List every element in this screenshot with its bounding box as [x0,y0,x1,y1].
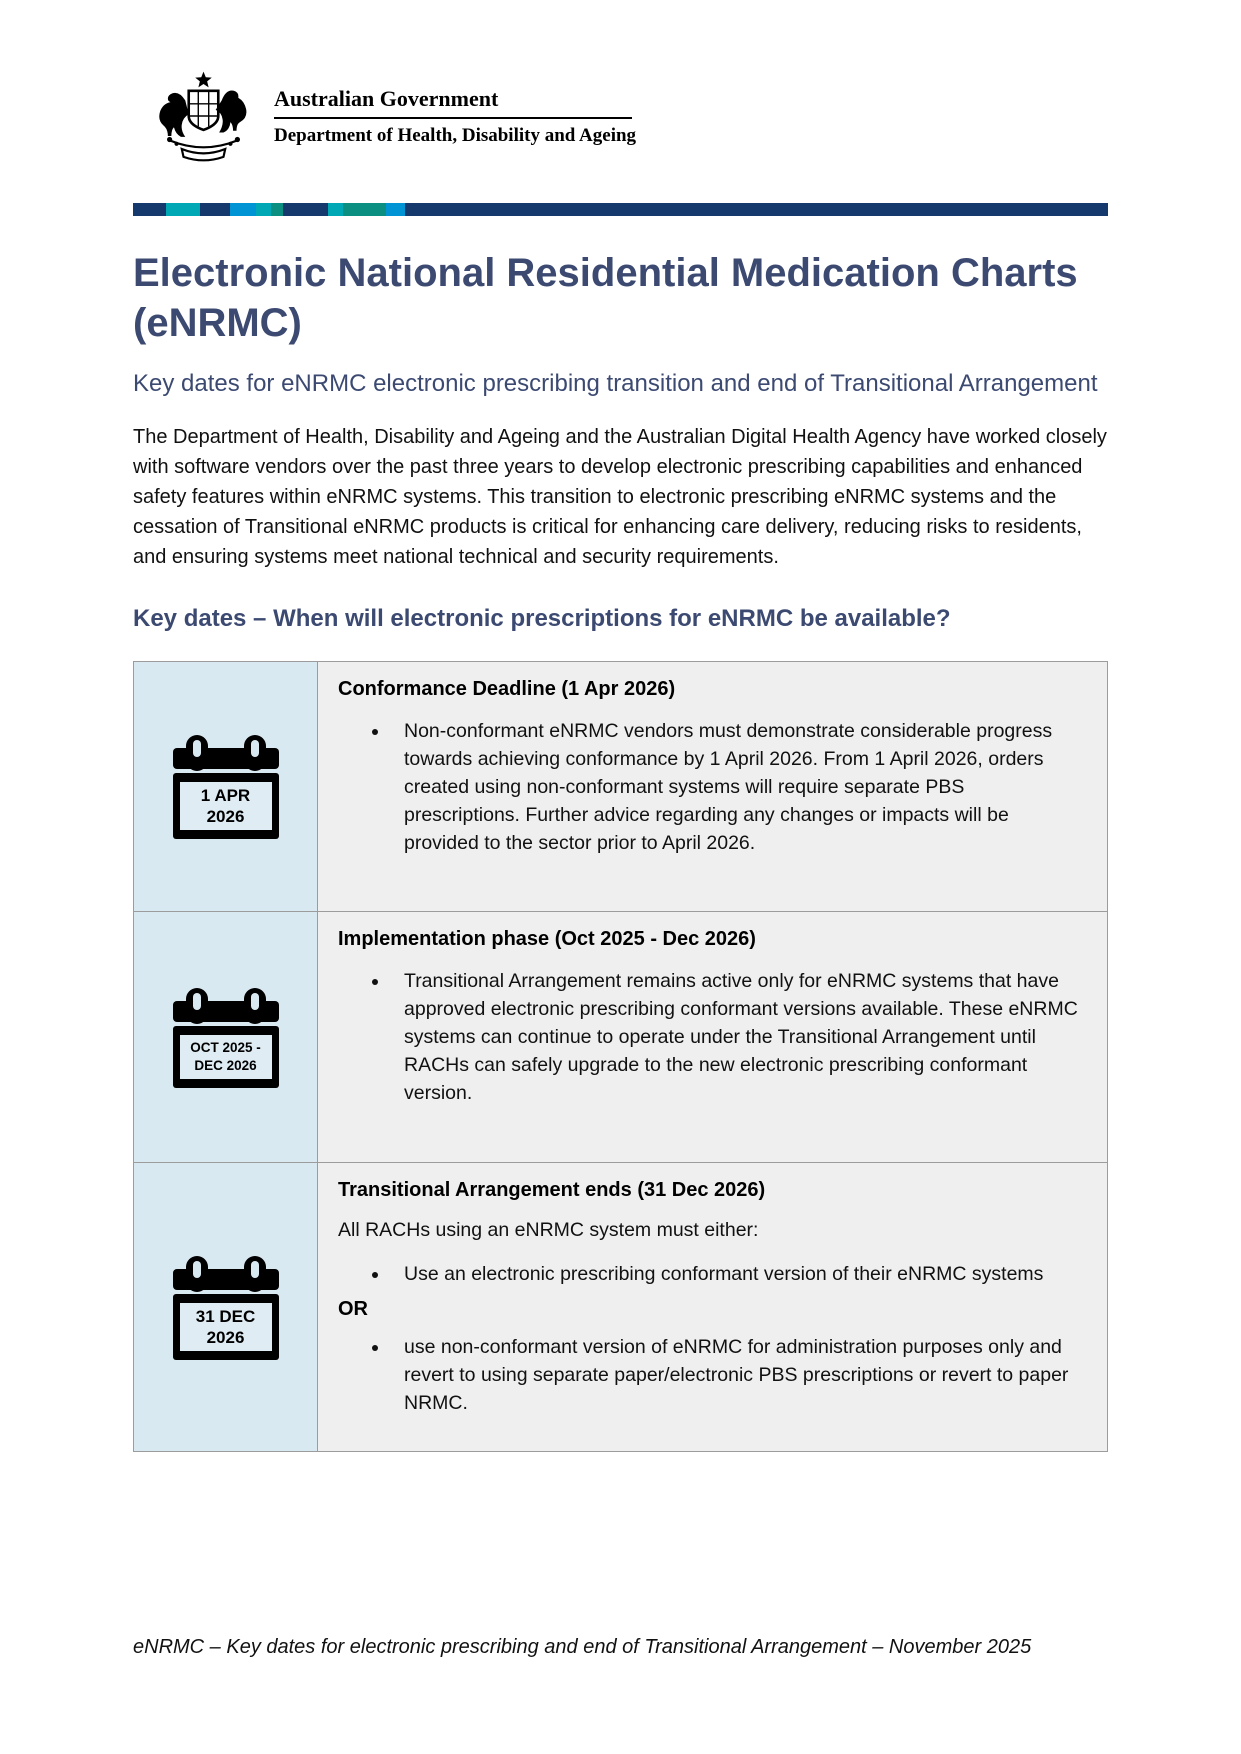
content-cell [318,1163,1108,1452]
calendar-date: 1 APR 2026 [180,782,272,830]
calendar-ring-icon [244,1256,266,1292]
masthead [147,70,636,162]
brand-color-bar [133,203,1108,216]
content-cell [318,912,1108,1163]
bullet-list [338,967,1085,1107]
section-heading: Key dates – When will electronic prescriptions for eNRMC be available? [133,605,951,632]
row-heading: Conformance Deadline (1 Apr 2026) [338,678,676,700]
calendar-ring-icon [244,988,266,1024]
color-bar-segment [230,203,256,216]
calendar-icon [173,1255,279,1360]
color-bar-segment [328,203,343,216]
calendar-ring-icon [186,735,208,771]
color-bar-segment [133,203,166,216]
color-bar-segment [256,203,271,216]
calendar-date: 31 DEC 2026 [180,1303,272,1351]
row-heading: Implementation phase (Oct 2025 - Dec 2026) [338,928,756,950]
bullet-item: • Non-conformant eNRMC vendors must demonstrate considerable progress towards achieving conformance by 1 April 2026. From 1 April 2026, orders created using non-conformant systems will require separate PBS prescriptions. Further advice regarding any changes or impacts will be provided to the sector prior to April 2026. [390,717,1085,857]
australian-coat-of-arms-icon [147,70,260,162]
intro-paragraph: The Department of Health, Disability and Ageing and the Australian Digital Health Agency have worked closely with software vendors over the past three years to develop electronic prescribing capabilities and enhanced safety features within eNRMC systems. This transition to electronic prescribing eNRMC systems and the cessation of Transitional eNRMC products is critical for enhancing care delivery, reducing risks to residents, and ensuring systems meet national technical and security requirements. [133,426,1107,568]
table-row-conformance-deadline [134,662,1108,912]
row-lead-text: All RACHs using an eNRMC system must either: [338,1219,759,1241]
calendar-icon-top [173,748,279,769]
government-name: Australian Government [274,86,499,111]
row-heading: Transitional Arrangement ends (31 Dec 2026) [338,1179,766,1201]
color-bar-segment [271,203,283,216]
masthead-text [274,86,636,162]
calendar-ring-icon [244,735,266,771]
calendar-icon-body [173,1294,279,1360]
calendar-date: OCT 2025 - DEC 2026 [180,1035,272,1079]
bullet-list [338,1333,1085,1417]
calendar-icon-top [173,1001,279,1022]
calendar-icon-body [173,1026,279,1088]
bullet-item: • Transitional Arrangement remains active only for eNRMC systems that have approved electronic prescribing conformant versions available. These eNRMC systems can continue to operate under the Transitional Arrangement until RACHs can safely upgrade to the new electronic prescribing conformant version. [390,967,1085,1107]
color-bar-segment [200,203,230,216]
bullet-item: • use non-conformant version of eNRMC for administration purposes only and revert to using separate paper/electronic PBS prescriptions or revert to paper NRMC. [390,1333,1085,1417]
or-label: OR [338,1298,368,1320]
color-bar-segment [405,203,1108,216]
document-content [133,248,1108,1452]
page-subtitle: Key dates for eNRMC electronic prescribing transition and end of Transitional Arrangement [133,370,1098,397]
footer-text: eNRMC – Key dates for electronic prescribing and end of Transitional Arrangement – November 2025 [133,1636,1032,1658]
department-name: Department of Health, Disability and Ageing [274,125,637,146]
color-bar-segment [343,203,386,216]
calendar-cell [134,1163,318,1452]
color-bar-segment [166,203,200,216]
bullet-item: • Use an electronic prescribing conformant version of their eNRMC systems [390,1260,1085,1288]
table-row-transitional-arrangement-ends [134,1163,1108,1452]
bullet-list [338,717,1085,857]
calendar-cell [134,912,318,1163]
calendar-icon-body [173,773,279,839]
color-bar-segment [283,203,328,216]
calendar-cell [134,662,318,912]
key-dates-table [133,661,1108,1452]
masthead-divider [274,117,632,119]
content-cell [318,662,1108,912]
bullet-list [338,1260,1085,1288]
calendar-icon [173,734,279,839]
page-title: Electronic National Residential Medication Charts (eNRMC) [133,251,1078,345]
calendar-icon [173,987,279,1088]
color-bar-segment [386,203,405,216]
table-row-implementation-phase [134,912,1108,1163]
calendar-ring-icon [186,988,208,1024]
calendar-ring-icon [186,1256,208,1292]
calendar-icon-top [173,1269,279,1290]
